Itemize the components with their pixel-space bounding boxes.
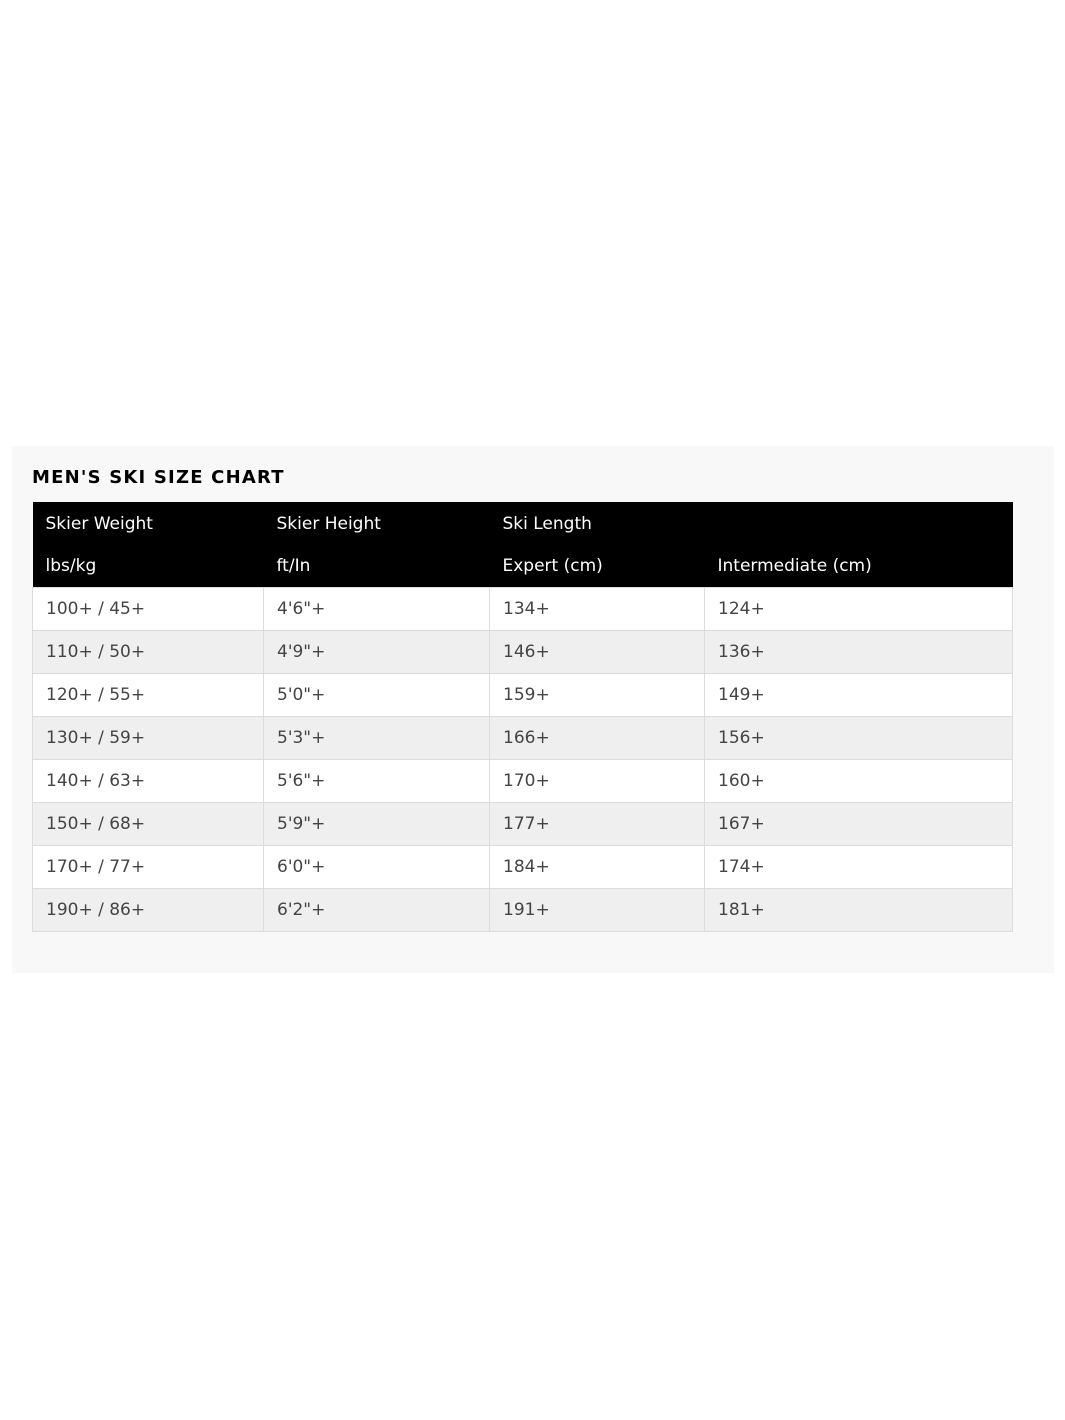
table-row [33,674,1013,717]
cell-intermediate-length: 181+ [705,889,1013,932]
table-header [33,502,1013,588]
cell-height: 6'2"+ [264,889,490,932]
cell-intermediate-length: 136+ [705,631,1013,674]
cell-weight: 190+ / 86+ [33,889,264,932]
cell-expert-length: 166+ [490,717,705,760]
cell-height: 4'6"+ [264,588,490,631]
size-chart-table [32,502,1013,932]
header-empty [705,502,1013,545]
cell-height: 5'3"+ [264,717,490,760]
header-unit-height: ft/In [276,556,311,576]
table-row [33,889,1013,932]
cell-intermediate-length: 149+ [705,674,1013,717]
cell-intermediate-length: 160+ [705,760,1013,803]
cell-expert-length: 159+ [490,674,705,717]
cell-height: 6'0"+ [264,846,490,889]
header-unit-weight: lbs/kg [45,556,97,576]
header-skier-weight: Skier Weight [45,513,153,534]
cell-intermediate-length: 174+ [705,846,1013,889]
cell-weight: 130+ / 59+ [33,717,264,760]
table-body [33,588,1013,932]
header-row-top [33,502,1013,545]
cell-weight: 100+ / 45+ [33,588,264,631]
table-row [33,588,1013,631]
cell-weight: 120+ / 55+ [33,674,264,717]
cell-height: 4'9"+ [264,631,490,674]
table-row [33,846,1013,889]
table-row [33,717,1013,760]
header-skier-height: Skier Height [276,513,381,534]
cell-expert-length: 134+ [490,588,705,631]
header-row-bottom [33,545,1013,588]
cell-height: 5'0"+ [264,674,490,717]
cell-weight: 150+ / 68+ [33,803,264,846]
header-intermediate-cm: Intermediate (cm) [717,556,872,576]
cell-expert-length: 191+ [490,889,705,932]
cell-height: 5'6"+ [264,760,490,803]
chart-title: MEN'S SKI SIZE CHART [32,467,285,488]
cell-expert-length: 170+ [490,760,705,803]
size-chart-panel [12,446,1054,973]
table-row [33,803,1013,846]
cell-height: 5'9"+ [264,803,490,846]
cell-expert-length: 177+ [490,803,705,846]
header-expert-cm: Expert (cm) [502,556,603,576]
table-row [33,631,1013,674]
cell-weight: 170+ / 77+ [33,846,264,889]
cell-expert-length: 184+ [490,846,705,889]
table-row [33,760,1013,803]
cell-weight: 140+ / 63+ [33,760,264,803]
cell-weight: 110+ / 50+ [33,631,264,674]
header-ski-length: Ski Length [502,513,592,534]
cell-intermediate-length: 156+ [705,717,1013,760]
cell-intermediate-length: 167+ [705,803,1013,846]
cell-intermediate-length: 124+ [705,588,1013,631]
cell-expert-length: 146+ [490,631,705,674]
